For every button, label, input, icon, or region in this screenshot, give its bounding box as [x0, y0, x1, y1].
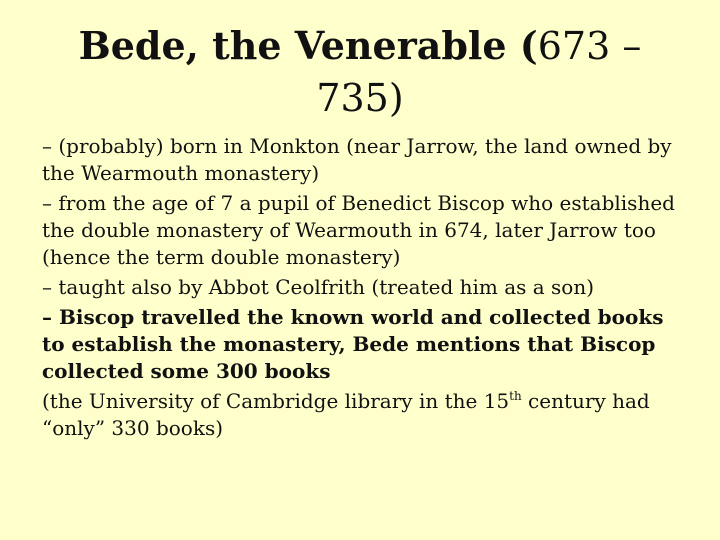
title-main: Bede, the Venerable ( [78, 23, 538, 68]
bullet-item: – taught also by Abbot Ceolfrith (treated him as a son) [42, 275, 595, 299]
note-superscript: th [509, 389, 522, 403]
note-text [42, 388, 682, 442]
slide-title [40, 20, 680, 124]
bullet-item: – from the age of 7 a pupil of Benedict Biscop who established the double monastery of Wearmouth in 674, later Jarrow too (hence the term double monastery) [42, 191, 675, 269]
bullet-item-bold: – Biscop travelled the known world and collected books to establish the monastery, Bede mentions that Biscop collected some 300 books [42, 305, 664, 383]
title-dates: 673 – 735) [316, 24, 642, 120]
bullet-item: – (probably) born in Monkton (near Jarrow, the land owned by the Wearmouth monastery) [42, 134, 672, 185]
note-after: century had “only” 330 books) [42, 389, 650, 440]
note-before: (the University of Cambridge library in the 15 [42, 389, 510, 413]
slide-body [42, 133, 682, 445]
